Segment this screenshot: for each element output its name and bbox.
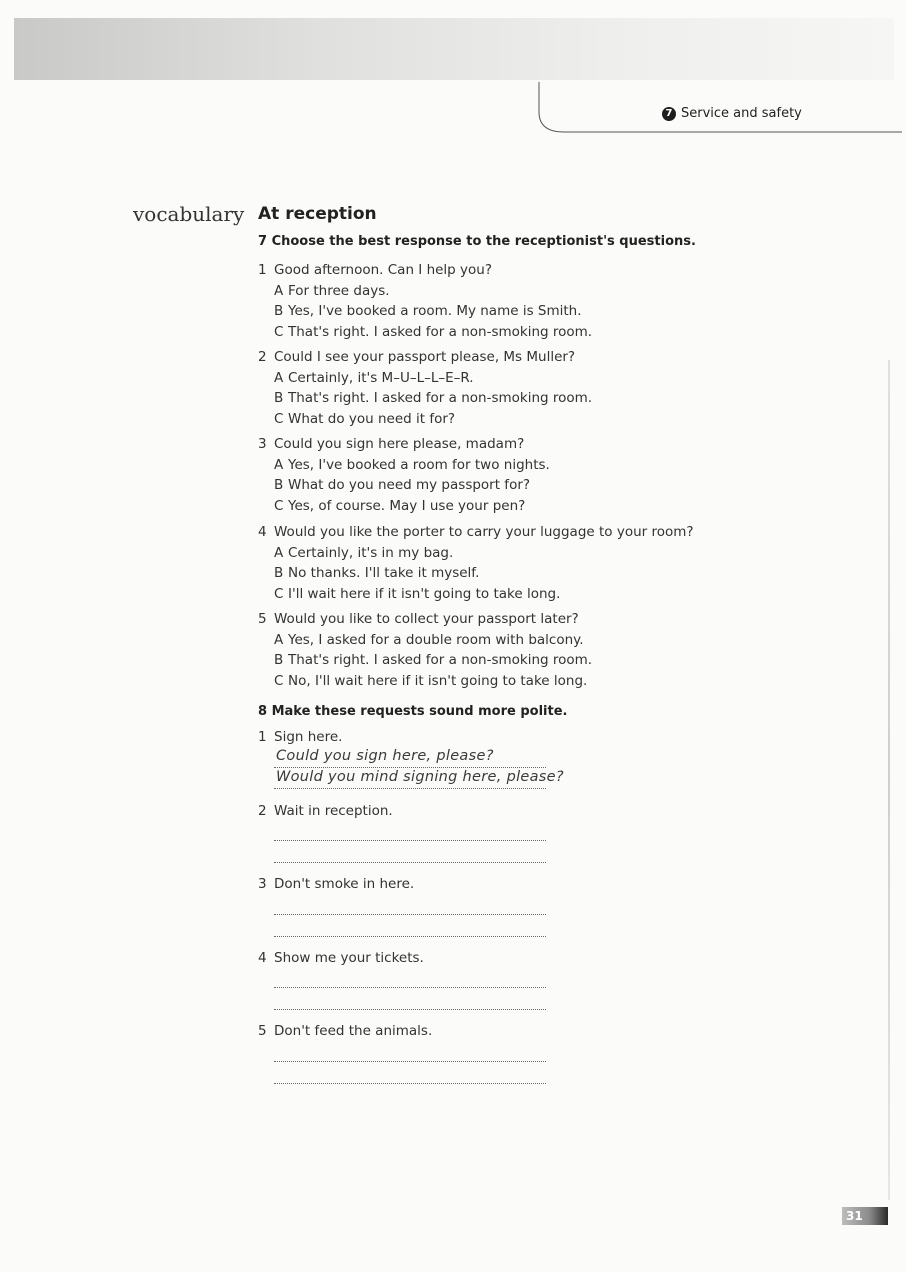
- answer-field-3b[interactable]: [274, 936, 546, 937]
- question-1: [258, 260, 592, 342]
- answer-line-1b: Would you mind signing here, please?: [276, 769, 564, 785]
- request-5: 5 Don't feed the animals.: [258, 1023, 433, 1039]
- option-a: A For three days.: [274, 282, 390, 299]
- question-4: [258, 522, 694, 604]
- question-number: 5: [258, 611, 267, 627]
- dotted-answer-line: [274, 767, 546, 768]
- option-a: A Certainly, it's M–U–L–L–E–R.: [274, 369, 474, 386]
- option-b: B That's right. I asked for a non-smoking room.: [274, 390, 593, 406]
- question-text: Good afternoon. Can I help you?: [274, 262, 493, 278]
- option-b: B No thanks. I'll take it myself.: [274, 565, 480, 581]
- option-c: C Yes, of course. May I use your pen?: [274, 497, 526, 514]
- answer-line-1a: Could you sign here, please?: [276, 748, 494, 764]
- answer-field-5b[interactable]: [274, 1083, 546, 1084]
- answer-field-4a[interactable]: [274, 987, 546, 988]
- exercise-8-instruction: 8 Make these requests sound more polite.: [258, 704, 568, 719]
- dotted-answer-line: [274, 788, 546, 789]
- question-text: Could you sign here please, madam?: [274, 436, 525, 452]
- answer-field-2b[interactable]: [274, 862, 546, 863]
- section-title: At reception: [258, 204, 377, 224]
- chapter-title: Service and safety: [681, 106, 802, 121]
- option-b: B Yes, I've booked a room. My name is Smith.: [274, 303, 582, 319]
- chapter-number-badge: 7: [662, 107, 676, 121]
- chapter-heading: [662, 106, 802, 121]
- section-label: vocabulary: [133, 202, 245, 226]
- question-number: 1: [258, 262, 267, 278]
- question-number: 4: [258, 524, 267, 540]
- question-3: [258, 434, 550, 516]
- question-5: [258, 609, 592, 691]
- option-b: B That's right. I asked for a non-smoking room.: [274, 652, 593, 668]
- option-c: C I'll wait here if it isn't going to take long.: [274, 585, 561, 602]
- exercise-7-instruction: 7 Choose the best response to the receptionist's questions.: [258, 234, 696, 249]
- option-a: A Yes, I asked for a double room with balcony.: [274, 631, 584, 648]
- request-3: 3 Don't smoke in here.: [258, 876, 415, 892]
- question-text: Would you like to collect your passport later?: [274, 611, 579, 627]
- question-number: 2: [258, 349, 267, 365]
- page-edge: [888, 360, 890, 1200]
- question-2: [258, 347, 592, 429]
- question-number: 3: [258, 436, 267, 452]
- option-a: A Yes, I've booked a room for two nights.: [274, 456, 550, 473]
- answer-field-3a[interactable]: [274, 914, 546, 915]
- option-b: B What do you need my passport for?: [274, 477, 531, 493]
- option-c: C What do you need it for?: [274, 410, 456, 427]
- question-text: Would you like the porter to carry your luggage to your room?: [274, 524, 694, 540]
- page-number: 31: [842, 1207, 888, 1225]
- option-a: A Certainly, it's in my bag.: [274, 544, 454, 561]
- request-1: 1 Sign here.: [258, 729, 343, 745]
- answer-field-5a[interactable]: [274, 1061, 546, 1062]
- answer-field-4b[interactable]: [274, 1009, 546, 1010]
- question-text: Could I see your passport please, Ms Muller?: [274, 349, 576, 365]
- option-c: C No, I'll wait here if it isn't going to take long.: [274, 672, 588, 689]
- header-band: [14, 18, 894, 80]
- request-4: 4 Show me your tickets.: [258, 950, 424, 966]
- option-c: C That's right. I asked for a non-smoking room.: [274, 323, 593, 340]
- answer-field-2a[interactable]: [274, 840, 546, 841]
- request-2: 2 Wait in reception.: [258, 803, 393, 819]
